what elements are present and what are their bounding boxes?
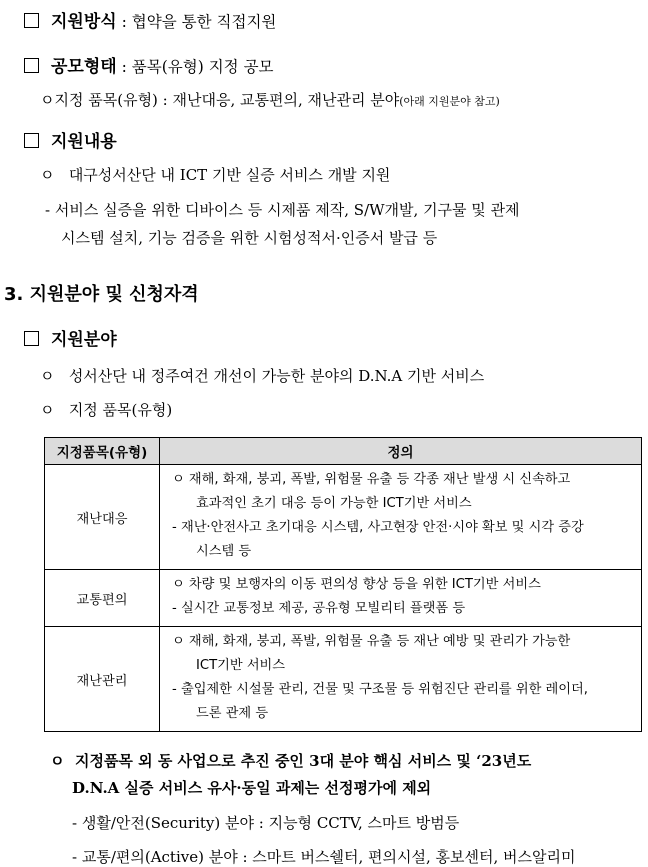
definition-line: ㅇ 재해, 화재, 붕괴, 폭발, 위험물 유출 등 재난 예방 및 관리가 가능한 [172, 634, 571, 649]
checkbox-square-icon [24, 13, 39, 28]
designated-items-text: 지정 품목(유형) : 재난대응, 교통편의, 재난관리 분야 [54, 91, 400, 109]
definition-line: ICT기반 서비스 [196, 658, 286, 673]
support-method-row [24, 7, 276, 32]
designated-items-table [44, 437, 642, 732]
contest-type-row [24, 52, 274, 77]
checkbox-square-icon [24, 331, 39, 346]
notice-dash1: - 생활/안전(Security) 분야 : 지능형 CCTV, 스마트 방범등 [72, 814, 460, 832]
row-definition [160, 465, 642, 570]
checkbox-square-icon [24, 58, 39, 73]
bullet-circle: ㅇ [40, 91, 55, 109]
support-field-row [24, 325, 117, 350]
support-content-item [40, 164, 390, 185]
table-row [45, 570, 642, 627]
row-category: 재난관리 [45, 627, 160, 732]
support-field-item2 [40, 399, 172, 420]
notice-text1: 지정품목 외 동 사업으로 추진 중인 3대 분야 핵심 서비스 및 ‘23년도 [74, 752, 532, 770]
definition-line: - 출입제한 시설물 관리, 건물 및 구조물 등 위험진단 관리를 위한 레이더, [172, 682, 588, 697]
support-content-row [24, 127, 117, 152]
separator: : [116, 58, 132, 76]
definition-line: - 실시간 교통정보 제공, 공유형 모빌리티 플랫폼 등 [172, 601, 466, 616]
support-content-text: 대구성서산단 내 ICT 기반 실증 서비스 개발 지원 [68, 166, 391, 184]
row-category: 재난대응 [45, 465, 160, 570]
bullet-circle: ㅇ [40, 367, 55, 385]
support-field-text2: 지정 품목(유형) [68, 401, 173, 419]
support-method-text: 협약을 통한 직접지원 [131, 13, 277, 31]
bullet-circle: ㅇ [40, 166, 55, 184]
support-field-text1: 성서산단 내 정주여건 개선이 가능한 분야의 D.N.A 기반 서비스 [68, 367, 485, 385]
designated-items-note: (아래 지원분야 참고) [399, 95, 500, 108]
notice-line2: D.N.A 실증 서비스 유사·동일 과제는 선정평가에 제외 [72, 779, 432, 797]
separator: : [116, 13, 132, 31]
definition-line: 시스템 등 [196, 544, 252, 559]
table-header-row [45, 438, 642, 465]
contest-type-text: 품목(유형) 지정 공모 [131, 58, 274, 76]
section3-heading: 3. 지원분야 및 신청자격 [4, 284, 199, 305]
row-definition [160, 627, 642, 732]
definition-line: 효과적인 초기 대응 등이 가능한 ICT기반 서비스 [196, 496, 472, 511]
header-definition: 정의 [160, 438, 642, 465]
support-content-title: 지원내용 [51, 132, 117, 152]
definition-line: - 재난·안전사고 초기대응 시스템, 사고현장 안전·시야 확보 및 시각 증강 [172, 520, 584, 535]
support-field-title: 지원분야 [51, 330, 117, 350]
definition-line: ㅇ 재해, 화재, 붕괴, 폭발, 위험물 유출 등 각종 재난 발생 시 신속하고 [172, 472, 571, 487]
table-row [45, 465, 642, 570]
bullet-circle: ㅇ [40, 401, 55, 419]
support-field-item1 [40, 365, 484, 386]
definition-line: ㅇ 차량 및 보행자의 이동 편의성 향상 등을 위한 ICT기반 서비스 [172, 577, 541, 592]
contest-type-sub [40, 89, 500, 110]
definition-line: 드론 관제 등 [196, 706, 269, 721]
support-content-dash1: - 서비스 실증을 위한 디바이스 등 시제품 제작, S/W개발, 기구물 및 관제 [45, 201, 520, 219]
header-category: 지정품목(유형) [45, 438, 160, 465]
table-row [45, 627, 642, 732]
row-category: 교통편의 [45, 570, 160, 627]
bullet-circle: ㅇ [50, 752, 65, 770]
checkbox-square-icon [24, 133, 39, 148]
support-content-dash2: 시스템 설치, 기능 검증을 위한 시험성적서·인증서 발급 등 [61, 229, 438, 247]
notice-line1 [50, 750, 531, 771]
contest-type-title: 공모형태 [51, 57, 117, 77]
support-method-title: 지원방식 [51, 12, 117, 32]
row-definition [160, 570, 642, 627]
notice-dash2: - 교통/편의(Active) 분야 : 스마트 버스쉘터, 편의시설, 홍보센터, 버스알리미 [72, 848, 576, 866]
